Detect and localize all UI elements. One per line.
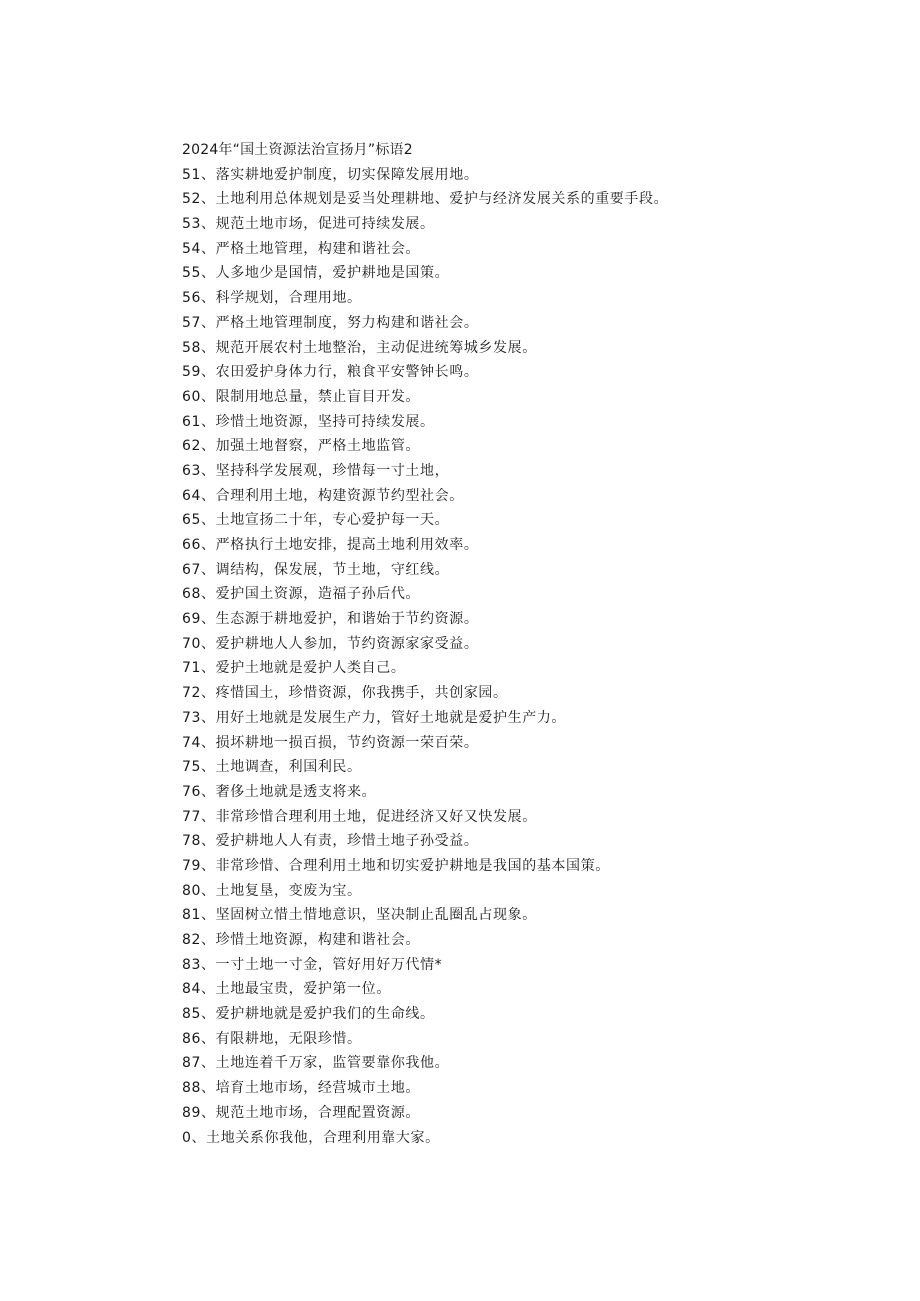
slogan-line: 72、疼惜国土，珍惜资源，你我携手，共创家园。 xyxy=(182,685,508,702)
slogan-line: 67、调结构，保发展，节土地，守红线。 xyxy=(182,561,450,578)
slogan-line: 64、合理利用土地，构建资源节约型社会。 xyxy=(182,487,464,504)
slogan-line: 81、坚固树立惜土惜地意识，坚决制止乱圈乱占现象。 xyxy=(182,907,537,924)
slogan-line: 52、土地利用总体规划是妥当处理耕地、爱护与经济发展关系的重要手段。 xyxy=(182,191,669,208)
slogan-line: 53、规范土地市场，促进可持续发展。 xyxy=(182,216,435,233)
slogan-line: 82、珍惜土地资源，构建和谐社会。 xyxy=(182,932,421,948)
slogan-line: 56、科学规划，合理用地。 xyxy=(182,290,362,307)
slogan-line: 68、爱护国土资源，造福子孙后代。 xyxy=(182,586,421,603)
slogan-line: 73、用好土地就是发展生产力，管好土地就是爱护生产力。 xyxy=(182,709,567,726)
slogan-line: 89、规范土地市场，合理配置资源。 xyxy=(182,1104,421,1121)
slogan-line: 76、奢侈土地就是透支将来。 xyxy=(182,783,377,800)
slogan-line: 78、爱护耕地人人有责，珍惜土地子孙受益。 xyxy=(182,833,479,850)
document-title: 2024年“国土资源法治宣扬月”标语2 xyxy=(182,142,413,158)
slogan-line: 80、土地复垦，变废为宝。 xyxy=(182,882,362,899)
slogan-line: 60、限制用地总量，禁止盲目开发。 xyxy=(182,388,421,405)
slogan-line: 88、培育土地市场，经营城市土地。 xyxy=(182,1080,421,1097)
slogan-line: 54、严格土地管理，构建和谐社会。 xyxy=(182,240,421,257)
slogan-line: 77、非常珍惜合理利用土地，促进经济又好又快发展。 xyxy=(182,808,537,825)
slogan-line: 70、爱护耕地人人参加，节约资源家家受益。 xyxy=(182,635,479,652)
slogan-line: 85、爱护耕地就是爱护我们的生命线。 xyxy=(182,1006,435,1023)
slogan-line: 58、规范开展农村土地整治，主动促进统筹城乡发展。 xyxy=(182,339,537,356)
slogan-line: 75、土地调查，利国利民。 xyxy=(182,759,362,776)
slogan-line: 84、土地最宝贵，爱护第一位。 xyxy=(182,981,391,998)
slogan-line: 74、损坏耕地一损百损，节约资源一荣百荣。 xyxy=(182,734,479,751)
slogan-line: 0、土地关系你我他，合理利用靠大家。 xyxy=(182,1129,440,1146)
slogan-list xyxy=(182,163,882,1151)
slogan-line: 65、土地宣扬二十年，专心爱护每一天。 xyxy=(182,512,450,529)
slogan-line: 51、落实耕地爱护制度，切实保障发展用地。 xyxy=(182,166,479,183)
slogan-line: 55、人多地少是国情，爱护耕地是国策。 xyxy=(182,265,450,282)
slogan-line: 57、严格土地管理制度，努力构建和谐社会。 xyxy=(182,314,479,331)
slogan-line: 63、坚持科学发展观，珍惜每一寸土地， xyxy=(182,462,450,479)
slogan-line: 87、土地连着千万家，监管要靠你我他。 xyxy=(182,1055,450,1072)
slogan-line: 61、珍惜土地资源，坚持可持续发展。 xyxy=(182,413,435,430)
slogan-line: 69、生态源于耕地爱护，和谐始于节约资源。 xyxy=(182,611,479,628)
document-page xyxy=(182,138,882,1150)
slogan-line: 83、一寸土地一寸金，管好用好万代情* xyxy=(182,956,443,973)
slogan-line: 59、农田爱护身体力行，粮食平安警钟长鸣。 xyxy=(182,364,479,381)
slogan-line: 71、爱护土地就是爱护人类自己。 xyxy=(182,660,406,677)
slogan-line: 79、非常珍惜、合理利用土地和切实爱护耕地是我国的基本国策。 xyxy=(182,857,610,874)
slogan-line: 86、有限耕地，无限珍惜。 xyxy=(182,1030,362,1047)
slogan-line: 62、加强土地督察，严格土地监管。 xyxy=(182,438,421,455)
slogan-line: 66、严格执行土地安排，提高土地利用效率。 xyxy=(182,537,479,553)
